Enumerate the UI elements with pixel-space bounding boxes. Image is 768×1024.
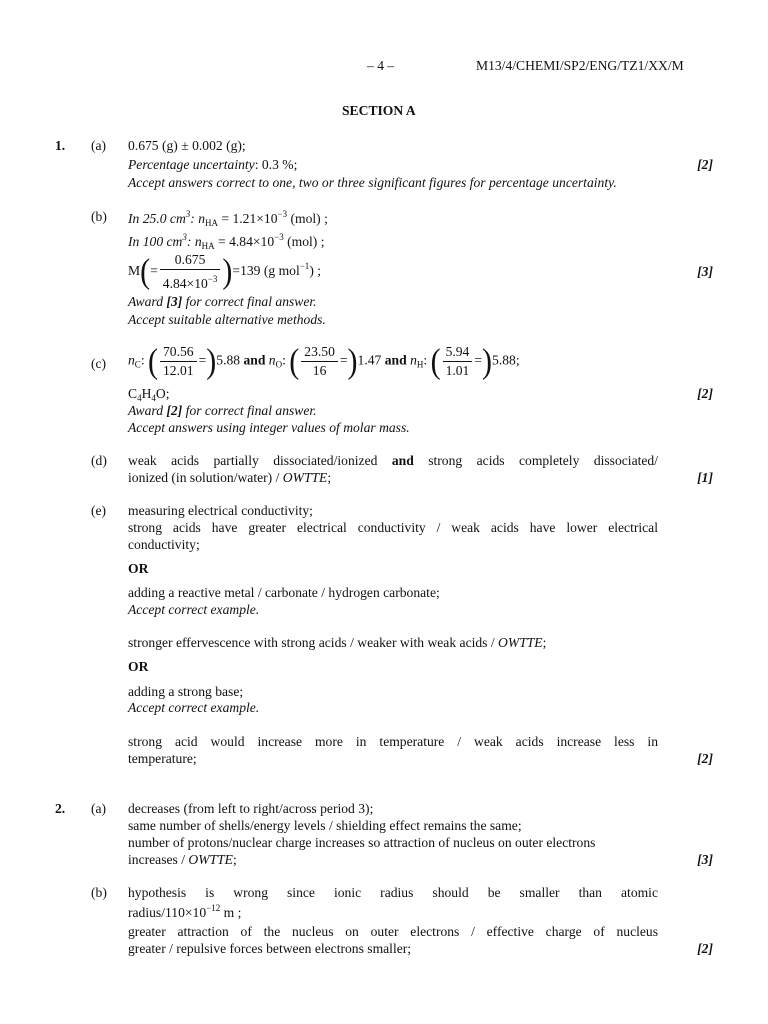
part-1e-l7: adding a strong base; — [128, 684, 244, 699]
part-1b-marks: [3] — [697, 264, 713, 279]
part-2a-marks: [3] — [697, 852, 713, 867]
part-1b-line2: In 100 $cm^3$: $n_{HA} = 4.84\times 10^{-3}$ (mol) ; — [128, 232, 325, 251]
part-1c-award: Award [2] for correct final answer. — [128, 403, 317, 418]
part-1b-award: Award [3] for correct final answer. — [128, 294, 317, 309]
part-2b-l1: hypothesis is wrong since ionic radius should be smaller than atomic — [128, 885, 658, 900]
part-1e-l8: Accept correct example. — [128, 700, 260, 715]
part-1b-line2-n: n — [194, 234, 202, 249]
part-1b-line1-valexp: −3 — [277, 209, 288, 219]
part-1e-l3: conductivity; — [128, 537, 200, 552]
part-1e-l6: stronger effervescence with strong acids / weaker with weak acids / OWTTE; — [128, 635, 547, 650]
part-1b-frac-den: 4.84×10 — [162, 276, 208, 291]
part-1b-line2-val: = 4.84×10 — [218, 234, 275, 249]
part-1b-molar-mass: M(= $\frac{0.675}{4.84\times 10^{-3}}$ )=139 (g mol$^{-1}$) ; — [128, 252, 322, 291]
part-1b-m-result-end: ) ; — [309, 263, 322, 279]
part-2a-l1: decreases (from left to right/across period 3); — [128, 801, 374, 816]
part-1e-l9: strong acid would increase more in temperature / weak acids increase less in — [128, 734, 658, 749]
part-1a-line2-italic: Percentage uncertainty — [128, 157, 255, 172]
part-1b-m-result-exp: −1 — [299, 261, 310, 272]
part-1a-marks: [2] — [697, 157, 713, 172]
part-1d-marks: [1] — [697, 470, 713, 485]
question-2-number: 2. — [55, 801, 66, 816]
part-1d-line2: ionized (in solution/water) / OWTTE; — [128, 470, 332, 485]
part-1e-or2: OR — [128, 659, 149, 674]
part-2b-l4: greater / repulsive forces between electrons smaller; — [128, 941, 412, 956]
part-1c-award-mark: [2] — [166, 403, 183, 418]
part-2a-l4: increases / OWTTE; — [128, 852, 237, 867]
part-1a-line2 — [128, 157, 297, 173]
part-1c-and-1: and — [243, 352, 266, 368]
part-2a-l2: same number of shells/energy levels / shielding effect remains the same; — [128, 818, 522, 833]
part-1e-or1: OR — [128, 561, 149, 576]
part-1b-line1-pre: In 25.0 cm — [128, 211, 186, 226]
part-1b-frac-num: 0.675 — [160, 252, 221, 270]
part-1b-line2-unit: (mol) ; — [283, 234, 325, 249]
section-title: SECTION A — [342, 103, 416, 118]
part-1e-label: (e) — [91, 503, 107, 518]
paper-code: M13/4/CHEMI/SP2/ENG/TZ1/XX/M — [476, 58, 684, 73]
part-2b-label: (b) — [91, 885, 107, 900]
part-2a-l3: number of protons/nuclear charge increases so attraction of nucleus on outer electrons — [128, 835, 596, 850]
part-1c-frac-h: $\frac{5.94}{1.01}$ — [443, 344, 473, 379]
part-1b-line1-exp: 3 — [185, 209, 191, 219]
part-1c-marks: [2] — [697, 386, 713, 401]
part-1c-frac-c: $\frac{70.56}{12.01}$ — [160, 344, 197, 379]
part-1c-moles-line: $n_C$: ( $\frac{70.56}{12.01}$ =)5.88 and $n_O$: ( $\frac{23.50}{16}$ =)1.47 and $n_H$: ( $\frac{5.94}{1.01}$ =)5.88; — [128, 341, 520, 380]
part-2b-l2: radius/$110\times 10^{-12}$ m ; — [128, 903, 242, 920]
part-1b-m-result: =139 (g mol — [232, 263, 300, 279]
part-1b-label: (b) — [91, 209, 107, 224]
part-1b-m-label: M — [128, 263, 141, 279]
part-1e-l1: measuring electrical conductivity; — [128, 503, 313, 518]
part-1b-line1: In 25.0 $cm^3$: $n_{HA} = 1.21\times 10^{-3}$ (mol) ; — [128, 209, 328, 228]
part-1a-label: (a) — [91, 138, 107, 153]
part-1e-l4: adding a reactive metal / carbonate / hydrogen carbonate; — [128, 585, 440, 600]
part-1b-line1-unit: (mol) ; — [287, 211, 328, 226]
part-1e-marks: [2] — [697, 751, 713, 766]
part-2a-label: (a) — [91, 801, 107, 816]
part-1b-fraction — [160, 252, 221, 292]
part-1b-line2-valexp: −3 — [274, 232, 284, 242]
question-1-number: 1. — [55, 138, 66, 153]
part-1d-line1: weak acids partially dissociated/ionized and strong acids completely dissociated/ — [128, 453, 658, 468]
part-1e-l2: strong acids have greater electrical conductivity / weak acids have lower electrical — [128, 520, 658, 535]
part-1b-line1-val: = 1.21×10 — [221, 211, 278, 226]
part-1b-line2-exp: 3 — [182, 232, 187, 242]
part-1d-label: (d) — [91, 453, 107, 468]
part-1c-accept: Accept answers using integer values of molar mass. — [128, 420, 410, 435]
part-1b-line1-sub: HA — [205, 218, 218, 228]
part-1c-label: (c) — [91, 356, 107, 371]
part-1c-and-2: and — [384, 352, 407, 368]
part-1b-accept: Accept suitable alternative methods. — [128, 312, 326, 327]
part-1e-l10: temperature; — [128, 751, 197, 766]
part-1e-l5: Accept correct example. — [128, 602, 260, 617]
part-1c-formula: $C_4H_4O$; — [128, 386, 170, 403]
part-2b-marks: [2] — [697, 941, 713, 956]
part-1a-line1: 0.675 (g) ± 0.002 (g); — [128, 138, 246, 153]
page-number: – 4 – — [367, 58, 395, 73]
part-1a-line2-rest: : 0.3 %; — [254, 157, 298, 172]
part-1b-frac-den-exp: −3 — [207, 274, 218, 284]
part-2b-l3: greater attraction of the nucleus on outer electrons / effective charge of nucleus — [128, 924, 658, 939]
part-1b-line2-pre: In 100 cm — [128, 234, 183, 249]
part-1b-line2-sub: HA — [201, 241, 215, 251]
part-1c-frac-o: $\frac{23.50}{16}$ — [301, 344, 338, 379]
part-1b-line1-n: n — [198, 211, 205, 226]
part-1b-award-mark: [3] — [166, 294, 183, 309]
part-1a-line3: Accept answers correct to one, two or three significant figures for percentage uncertainty. — [128, 175, 617, 190]
